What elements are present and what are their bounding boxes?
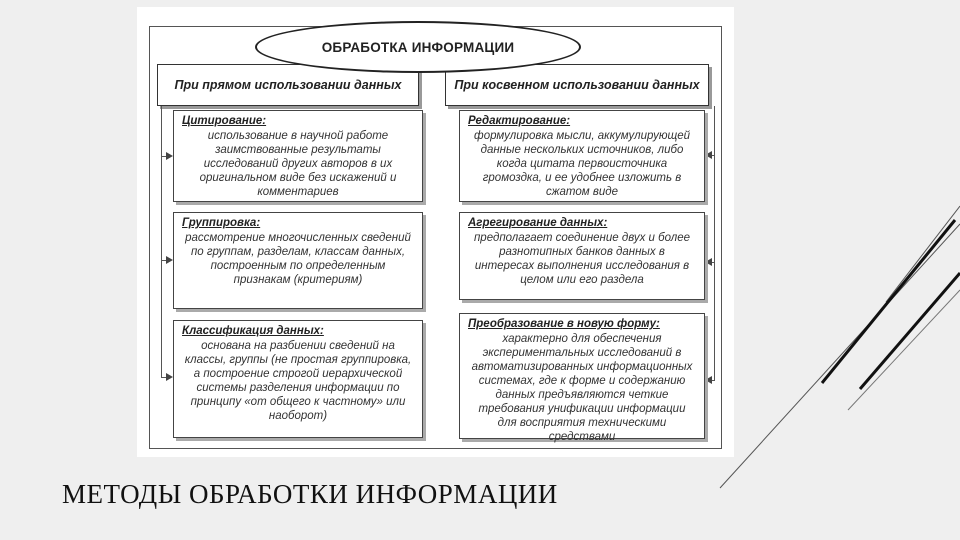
slide-title: МЕТОДЫ ОБРАБОТКИ ИНФОРМАЦИИ bbox=[62, 479, 558, 509]
method-description: рассмотрение многочисленных сведений по группам, разделам, классам данных, построенным по определенным признакам (критериям) bbox=[185, 232, 411, 286]
decorative-line bbox=[848, 290, 960, 410]
method-description: формулировка мысли, аккумулирующей данные нескольких источников, либо когда цитата первоисточника громоздка, и ее удобнее изложить в сжатом виде bbox=[473, 130, 691, 198]
decorative-line bbox=[720, 224, 960, 488]
method-heading: Цитирование: bbox=[182, 115, 267, 127]
method-description: использование в научной работе заимствованные результаты исследований других авторов в их оригинальном виде без искажений и комментариев bbox=[199, 130, 397, 198]
decorative-line bbox=[860, 273, 960, 389]
method-description: характерно для обеспечения экспериментальных исследований в автоматизированных информационных системах, где к форме и содержанию данных предъявляются четкие требования унификации информации для восприятия техническими средствами bbox=[471, 333, 693, 443]
method-heading: Агрегирование данных: bbox=[468, 217, 608, 229]
method-heading: Преобразование в новую форму: bbox=[468, 318, 660, 330]
method-description: предполагает соединение двух и более разнотипных банков данных в интересах выполнения исследования в целом или его раздела bbox=[473, 232, 691, 286]
right-column-header: При косвенном использовании данных bbox=[445, 64, 709, 106]
method-heading: Группировка: bbox=[182, 217, 261, 229]
diagram-title: ОБРАБОТКА ИНФОРМАЦИИ bbox=[255, 21, 581, 73]
left-column-header: При прямом использовании данных bbox=[157, 64, 419, 106]
method-heading: Редактирование: bbox=[468, 115, 571, 127]
method-description: основана на разбиении сведений на классы, группы (не простая группировка, а построение строгой иерархической системы разделения информации по принципу «от общего к частному» или наоборот) bbox=[184, 340, 412, 422]
method-heading: Классификация данных: bbox=[182, 325, 324, 337]
